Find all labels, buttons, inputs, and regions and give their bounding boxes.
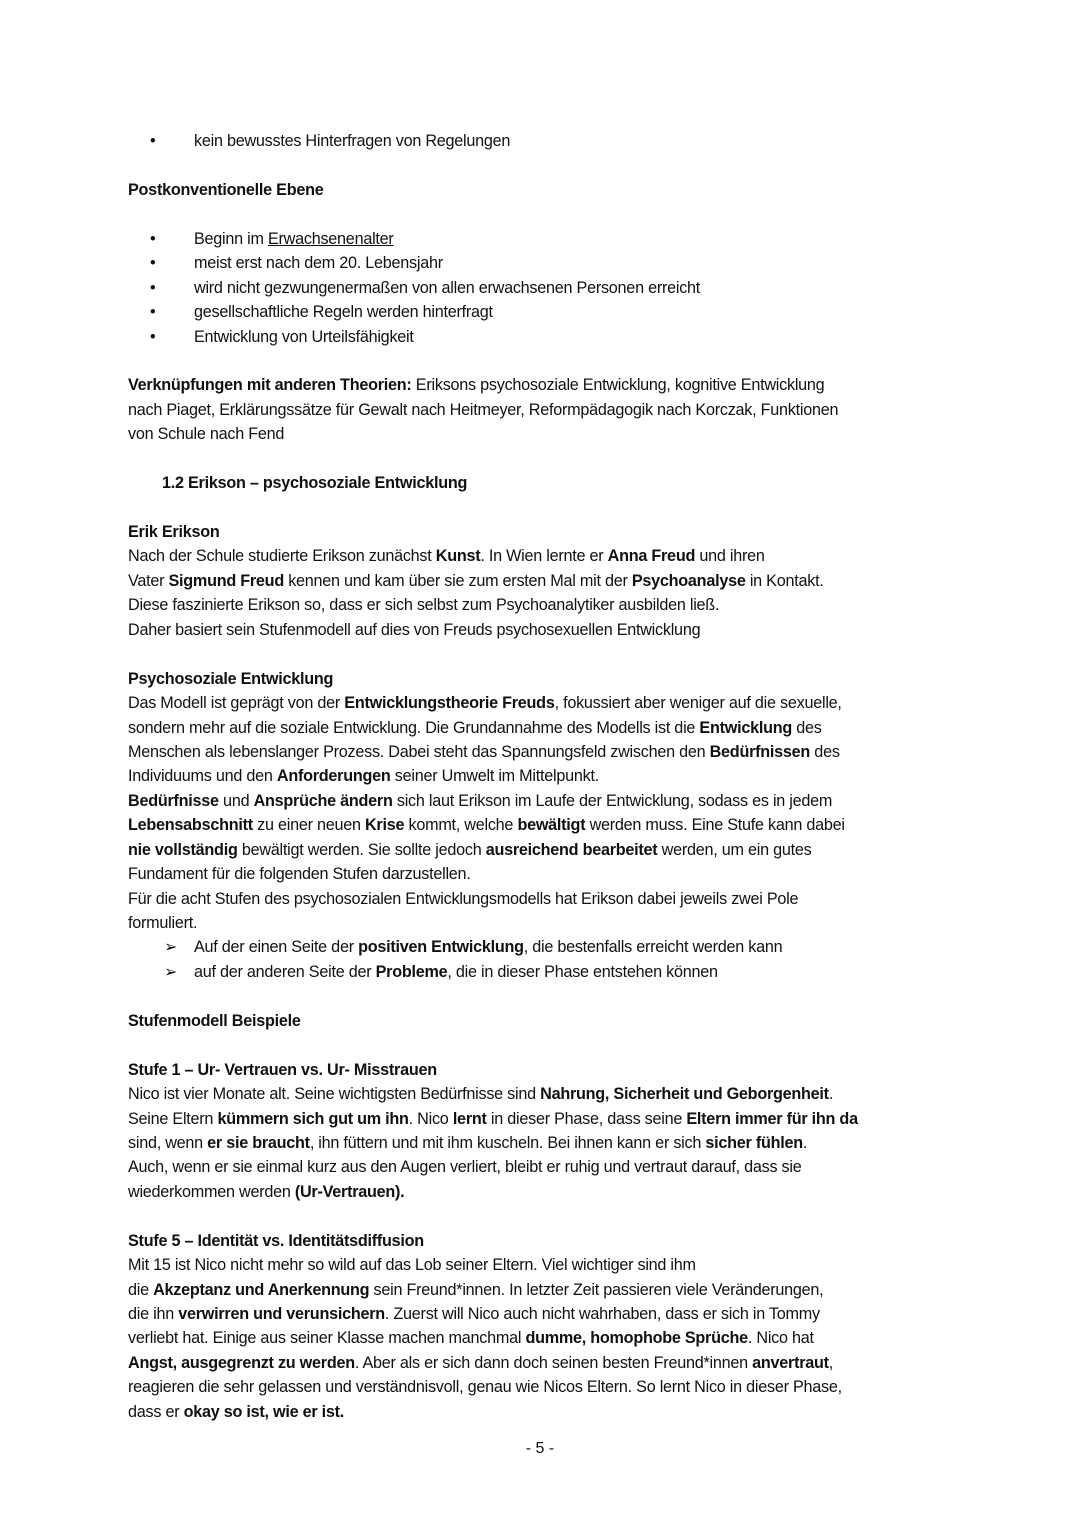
text-segment: zu einer neuen	[252, 816, 365, 835]
blank-line	[128, 447, 958, 471]
bold-text: Entwicklung	[699, 718, 793, 737]
bold-text: Bedürfnisse	[128, 791, 219, 810]
text-segment: und ihren	[695, 547, 765, 566]
text-line	[128, 740, 958, 764]
text-segment: und	[218, 791, 254, 810]
bold-text: Stufe 5 – Identität vs. Identitätsdiffusion	[128, 1231, 424, 1250]
text-line	[128, 1107, 958, 1131]
blank-line	[128, 153, 958, 177]
bullet-icon: •	[150, 278, 156, 297]
bold-text: kümmern sich gut um ihn	[217, 1109, 409, 1128]
text-line	[128, 1326, 958, 1350]
text-line	[128, 764, 958, 788]
bold-text: Anna Freud	[607, 547, 696, 566]
text-segment: Mit 15 ist Nico nicht mehr so wild auf das Lob seiner Eltern. Viel wichtiger sind ihm	[128, 1256, 696, 1275]
text-segment: seiner Umwelt im Mittelpunkt.	[390, 767, 599, 786]
text-segment: nach Piaget, Erklärungssätze für Gewalt nach Heitmeyer, Reformpädagogik nach Korczak, Funktionen	[128, 400, 839, 419]
bold-text: Verknüpfungen mit anderen Theorien:	[128, 376, 412, 395]
bold-text: nie vollständig	[128, 840, 238, 859]
text-line	[128, 569, 958, 593]
text-line	[128, 911, 958, 935]
text-line	[128, 593, 958, 617]
arrow-item	[128, 960, 958, 984]
text-line	[128, 1082, 958, 1106]
blank-line	[128, 1204, 958, 1228]
bold-text: Ansprüche ändern	[253, 791, 393, 810]
text-segment: wird nicht gezwungenermaßen von allen erwachsenen Personen erreicht	[194, 278, 701, 297]
text-segment: Eriksons psychosoziale Entwicklung, kognitive Entwicklung	[411, 376, 825, 395]
bullet-item	[128, 129, 958, 153]
bullet-item	[128, 251, 958, 275]
text-line	[128, 544, 958, 568]
arrow-item	[128, 935, 958, 959]
text-segment: sich laut Erikson im Laufe der Entwicklung, sodass es in jedem	[392, 791, 833, 810]
text-line	[128, 1351, 958, 1375]
text-segment: von Schule nach Fend	[128, 425, 285, 444]
text-segment: Erwachsenenalter	[267, 229, 394, 248]
bold-text: positiven Entwicklung	[358, 938, 524, 957]
text-line	[128, 813, 958, 837]
text-segment: . Nico	[408, 1109, 453, 1128]
text-segment: Nico ist vier Monate alt. Seine wichtigsten Bedürfnisse sind	[128, 1085, 541, 1104]
bullet-icon: •	[150, 132, 156, 150]
bold-text: anvertraut	[752, 1353, 829, 1372]
blank-line	[128, 349, 958, 373]
bullet-icon: •	[150, 229, 156, 248]
text-segment: .	[828, 1085, 834, 1104]
text-segment: des	[810, 742, 840, 761]
bold-text: dumme, homophobe Sprüche	[525, 1329, 748, 1348]
text-segment: Diese faszinierte Erikson so, dass er sich selbst zum Psychoanalytiker ausbilden ließ.	[128, 596, 720, 615]
text-segment: wiederkommen werden	[128, 1182, 295, 1201]
text-segment: , ihn füttern und mit ihm kuscheln. Bei ihnen kann er sich	[309, 1133, 706, 1152]
text-segment: . In Wien lernte er	[480, 547, 608, 566]
bold-text: Erik Erikson	[128, 523, 220, 541]
bold-text: Kunst	[435, 547, 481, 566]
text-line	[128, 691, 958, 715]
text-segment: die ihn	[128, 1305, 179, 1323]
text-segment: , die in dieser Phase entstehen können	[447, 962, 718, 981]
bold-text: Psychoanalyse	[631, 571, 746, 590]
bold-text: Postkonventionelle Ebene	[128, 180, 324, 199]
text-line	[128, 1253, 958, 1277]
text-line	[128, 178, 958, 202]
text-segment: in dieser Phase, dass seine	[486, 1109, 687, 1128]
bold-text: ausreichend bearbeitet	[485, 840, 658, 859]
section-heading	[128, 471, 958, 495]
document-body	[128, 129, 958, 1424]
text-line	[128, 716, 958, 740]
text-segment: gesellschaftliche Regeln werden hinterfragt	[194, 303, 493, 322]
bold-text: lernt	[452, 1109, 487, 1128]
bullet-item	[128, 227, 958, 251]
text-line	[128, 862, 958, 886]
text-segment: des	[792, 718, 822, 737]
bullet-icon: •	[150, 327, 156, 346]
bold-text: Psychosoziale Entwicklung	[128, 669, 334, 688]
bold-text: Stufenmodell Beispiele	[128, 1011, 301, 1030]
bold-text: sicher fühlen	[705, 1133, 803, 1152]
bold-text: Anforderungen	[276, 767, 391, 786]
blank-line	[128, 496, 958, 520]
text-segment: verliebt hat. Einige aus seiner Klasse machen manchmal	[128, 1329, 526, 1348]
text-segment: Für die acht Stufen des psychosozialen Entwicklungsmodells hat Erikson dabei jeweils zwei Pole	[128, 889, 799, 908]
text-segment: . Zuerst will Nico auch nicht wahrhaben, dass er sich in Tommy	[384, 1305, 820, 1323]
text-segment: meist erst nach dem 20. Lebensjahr	[194, 254, 443, 273]
text-segment: .	[802, 1133, 808, 1152]
text-line	[128, 1058, 958, 1082]
text-segment: Seine Eltern	[128, 1109, 218, 1128]
text-segment: kommt, welche	[404, 816, 518, 835]
text-line	[128, 1155, 958, 1179]
text-line	[128, 398, 958, 422]
text-segment: Entwicklung von Urteilsfähigkeit	[194, 327, 414, 346]
text-segment: bewältigt werden. Sie sollte jedoch	[237, 840, 486, 859]
text-segment: die	[128, 1280, 154, 1299]
bullet-item	[128, 300, 958, 324]
text-segment: sondern mehr auf die soziale Entwicklung. Die Grundannahme des Modells ist die	[128, 718, 700, 737]
text-line	[128, 1302, 958, 1326]
text-line	[128, 789, 958, 813]
text-segment: kein bewusstes Hinterfragen von Regelungen	[194, 132, 511, 150]
text-segment: reagieren die sehr gelassen und verständnisvoll, genau wie Nicos Eltern. So lernt Nico in dieser Phase,	[128, 1378, 842, 1397]
text-line	[128, 1400, 958, 1424]
text-line	[128, 520, 958, 544]
text-segment: Auch, wenn er sie einmal kurz aus den Augen verliert, bleibt er ruhig und vertraut darauf, dass sie	[128, 1158, 802, 1177]
bold-text: Nahrung, Sicherheit und Geborgenheit	[540, 1085, 829, 1104]
text-line	[128, 1375, 958, 1399]
bold-text: Eltern immer für ihn da	[686, 1109, 858, 1128]
text-segment: in Kontakt.	[745, 571, 824, 590]
text-segment: Fundament für die folgenden Stufen darzustellen.	[128, 865, 471, 884]
bold-text: verwirren und verunsichern	[178, 1305, 385, 1323]
text-segment: Das Modell ist geprägt von der	[128, 694, 345, 713]
bold-text: er sie braucht	[207, 1133, 310, 1152]
text-segment: ,	[828, 1353, 834, 1372]
text-segment: sein Freund*innen. In letzter Zeit passieren viele Veränderungen,	[369, 1280, 824, 1299]
text-segment: . Aber als er sich dann doch seinen besten Freund*innen	[354, 1353, 753, 1372]
blank-line	[128, 1033, 958, 1057]
text-segment: . Nico hat	[747, 1329, 814, 1348]
bold-text: Angst, ausgegrenzt zu werden	[128, 1353, 355, 1372]
bullet-item	[128, 325, 958, 349]
bold-text: Lebensabschnitt	[128, 816, 253, 835]
text-segment: Auf der einen Seite der	[194, 938, 359, 957]
blank-line	[128, 642, 958, 666]
text-segment: sind, wenn	[128, 1133, 208, 1152]
bold-text: okay so ist, wie er ist.	[183, 1402, 345, 1421]
bullet-item	[128, 276, 958, 300]
text-segment: Daher basiert sein Stufenmodell auf dies von Freuds psychosexuellen Entwicklung	[128, 620, 701, 639]
text-segment: werden muss. Eine Stufe kann dabei	[585, 816, 845, 835]
text-line	[128, 887, 958, 911]
arrow-bullet-icon: ➢	[164, 938, 178, 957]
bullet-icon: •	[150, 303, 156, 322]
blank-line	[128, 984, 958, 1008]
text-segment: , die bestenfalls erreicht werden kann	[523, 938, 783, 957]
text-line	[128, 667, 958, 691]
bold-text: 1.2 Erikson – psychosoziale Entwicklung	[162, 474, 468, 493]
text-line	[128, 373, 958, 397]
text-line	[128, 1278, 958, 1302]
text-segment: dass er	[128, 1402, 184, 1421]
text-line	[128, 1131, 958, 1155]
text-line	[128, 618, 958, 642]
text-segment: Menschen als lebenslanger Prozess. Dabei steht das Spannungsfeld zwischen den	[128, 742, 710, 761]
bold-text: Sigmund Freud	[168, 571, 284, 590]
text-segment: auf der anderen Seite der	[194, 962, 376, 981]
bold-text: Akzeptanz und Anerkennung	[153, 1280, 370, 1299]
text-segment: , fokussiert aber weniger auf die sexuelle,	[554, 694, 842, 713]
bullet-icon: •	[150, 254, 156, 273]
text-segment: kennen und kam über sie zum ersten Mal mit der	[283, 571, 632, 590]
text-segment: Beginn im	[194, 229, 268, 248]
arrow-bullet-icon: ➢	[164, 962, 178, 981]
text-line	[128, 422, 958, 446]
text-line	[128, 1229, 958, 1253]
text-segment: Individuums und den	[128, 767, 277, 786]
bold-text: (Ur-Vertrauen).	[294, 1182, 405, 1201]
bold-text: bewältigt	[517, 816, 586, 835]
bold-text: Entwicklungstheorie Freuds	[344, 694, 555, 713]
text-line	[128, 838, 958, 862]
bold-text: Krise	[364, 816, 405, 835]
page-number: - 5 -	[525, 1440, 555, 1457]
text-line	[128, 1009, 958, 1033]
bold-text: Bedürfnissen	[709, 742, 811, 761]
bold-text: Stufe 1 – Ur- Vertrauen vs. Ur- Misstrauen	[128, 1060, 437, 1079]
text-segment: formuliert.	[128, 914, 198, 932]
text-segment: Nach der Schule studierte Erikson zunächst	[128, 547, 436, 566]
text-segment: werden, um ein gutes	[657, 840, 812, 859]
text-line	[128, 1180, 958, 1204]
text-segment: Vater	[128, 571, 169, 590]
bold-text: Probleme	[375, 962, 448, 981]
blank-line	[128, 202, 958, 226]
